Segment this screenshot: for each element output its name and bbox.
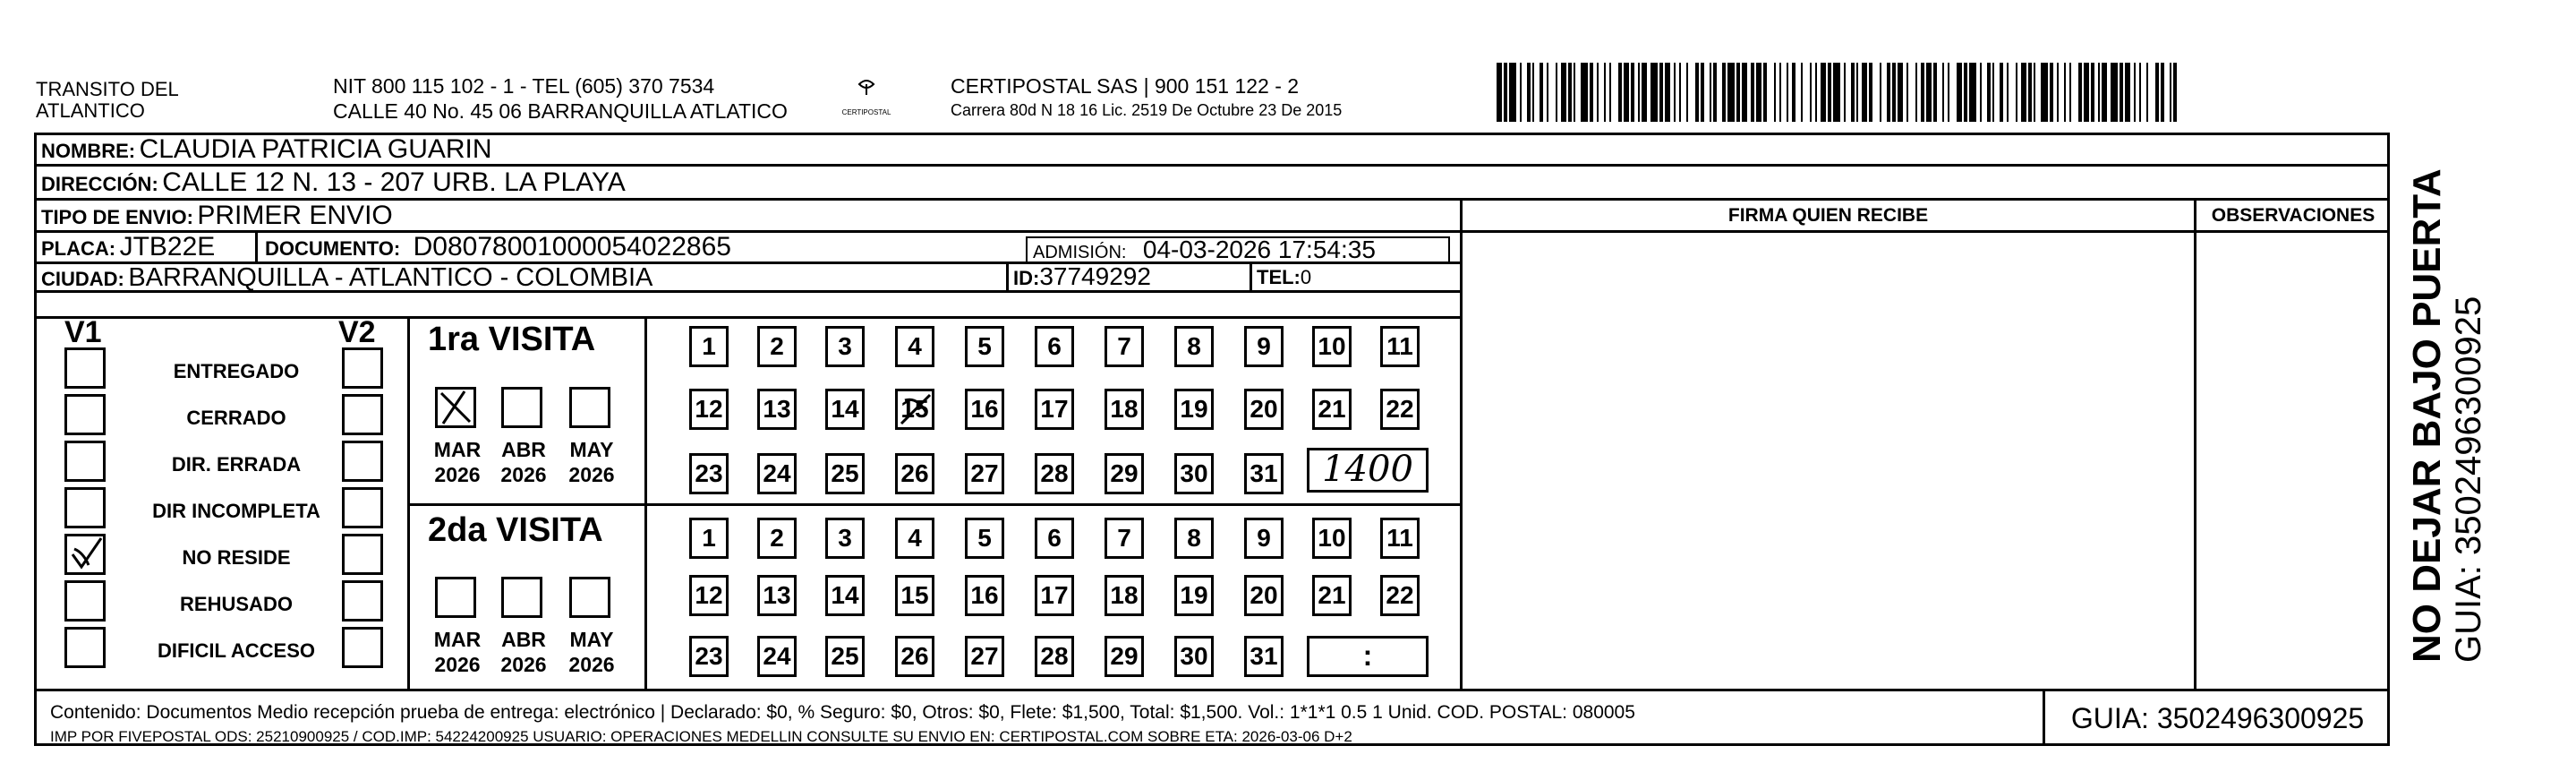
barcode-bar bbox=[1756, 63, 1761, 122]
barcode-bar bbox=[1787, 63, 1788, 122]
tipo-value: PRIMER ENVIO bbox=[197, 201, 393, 230]
day-box[interactable]: 24 bbox=[757, 453, 797, 494]
first-visit-label: 1ra VISITA bbox=[428, 321, 596, 358]
v2-checkbox[interactable] bbox=[342, 441, 383, 482]
barcode-bar bbox=[1532, 63, 1534, 122]
barcode-bar bbox=[1801, 63, 1803, 122]
v1-label: V1 bbox=[64, 315, 102, 349]
barcode-bar bbox=[1751, 63, 1754, 122]
barcode-bar bbox=[1722, 63, 1726, 122]
day-box[interactable]: 9 bbox=[1244, 518, 1284, 559]
barcode-bar bbox=[2041, 63, 2048, 122]
day-box[interactable]: 14 bbox=[825, 575, 865, 616]
barcode-bar bbox=[2016, 63, 2017, 122]
day-box[interactable]: 9 bbox=[1244, 326, 1284, 367]
day-box[interactable]: 31 bbox=[1244, 636, 1284, 677]
documento-value: D08078001000054022865 bbox=[413, 232, 731, 261]
direccion-value: CALLE 12 N. 13 - 207 URB. LA PLAYA bbox=[162, 167, 626, 197]
firma-label: FIRMA QUIEN RECIBE bbox=[1727, 205, 1929, 226]
placa-row bbox=[41, 232, 215, 262]
barcode-bar bbox=[1851, 63, 1855, 122]
day-box[interactable]: 10 bbox=[1312, 518, 1352, 559]
barcode-bar bbox=[2091, 63, 2094, 122]
month-label: MAY 2026 bbox=[568, 628, 615, 676]
day-box[interactable]: 24 bbox=[757, 636, 797, 677]
barcode-bar bbox=[1659, 63, 1663, 122]
barcode-bar bbox=[1651, 63, 1658, 122]
day-box[interactable]: 6 bbox=[1035, 518, 1074, 559]
observations-area[interactable] bbox=[2196, 233, 2390, 689]
barcode-bar bbox=[1597, 63, 1599, 122]
status-label: DIR. ERRADA bbox=[171, 453, 302, 476]
v2-checkbox[interactable] bbox=[342, 394, 383, 435]
v1-checkbox[interactable] bbox=[64, 580, 106, 622]
month-checkbox[interactable] bbox=[435, 387, 476, 428]
v2-checkbox[interactable] bbox=[342, 627, 383, 668]
day-box[interactable]: 16 bbox=[965, 575, 1004, 616]
barcode-bar bbox=[2057, 63, 2059, 122]
barcode-bar bbox=[1992, 63, 1994, 122]
barcode-bar bbox=[1547, 63, 1548, 122]
day-box[interactable]: 26 bbox=[895, 453, 934, 494]
day-box[interactable]: 27 bbox=[965, 453, 1004, 494]
barcode-bar bbox=[1774, 63, 1776, 122]
barcode-bar bbox=[2155, 63, 2159, 122]
day-box[interactable]: 1 bbox=[689, 518, 729, 559]
contenido-text: Contenido: Documentos Medio recepción prueba de entrega: electrónico | Declarado: $0, % Seguro: $0, Otros: $0, Flete: $1,500, Total: $1,500. Vol.: 1*1*1 0.5 1 Unid. COD. POSTAL: 080005 bbox=[50, 702, 1635, 723]
v1-checkbox[interactable] bbox=[64, 394, 106, 435]
svg-text:CERTIPOSTAL: CERTIPOSTAL bbox=[841, 108, 891, 116]
v2-checkbox[interactable] bbox=[342, 580, 383, 622]
barcode-bar bbox=[2021, 63, 2026, 122]
v2-checkbox[interactable] bbox=[342, 347, 383, 389]
day-box[interactable]: 18 bbox=[1105, 389, 1144, 430]
barcode-bar bbox=[1604, 63, 1606, 122]
day-box[interactable]: 20 bbox=[1244, 389, 1284, 430]
barcode bbox=[1497, 63, 2182, 122]
barcode-bar bbox=[1828, 63, 1831, 122]
v1-checkbox[interactable] bbox=[64, 627, 106, 668]
barcode-bar bbox=[1556, 63, 1557, 122]
documento-row bbox=[265, 232, 731, 262]
barcode-bar bbox=[1969, 63, 1976, 122]
barcode-bar bbox=[1833, 63, 1840, 122]
signature-area[interactable] bbox=[1463, 233, 2194, 689]
day-box[interactable]: 30 bbox=[1174, 453, 1214, 494]
barcode-bar bbox=[1742, 63, 1747, 122]
barcode-bar bbox=[1618, 63, 1622, 122]
day-box[interactable]: 6 bbox=[1035, 326, 1074, 367]
barcode-bar bbox=[1892, 63, 1896, 122]
barcode-bar bbox=[1987, 63, 1991, 122]
v1-checkbox[interactable] bbox=[64, 347, 106, 389]
barcode-bar bbox=[1574, 63, 1575, 122]
barcode-bar bbox=[1964, 63, 1967, 122]
day-box[interactable]: 12 bbox=[689, 575, 729, 616]
day-box[interactable]: 4 bbox=[895, 518, 934, 559]
day-box[interactable]: 5 bbox=[965, 518, 1004, 559]
day-box[interactable]: 2 bbox=[757, 326, 797, 367]
status-label: DIR INCOMPLETA bbox=[152, 500, 320, 522]
barcode-bar bbox=[1679, 63, 1681, 122]
day-box[interactable]: 7 bbox=[1105, 326, 1144, 367]
barcode-bar bbox=[1933, 63, 1937, 122]
barcode-bar bbox=[2084, 63, 2089, 122]
day-box[interactable]: 13 bbox=[757, 575, 797, 616]
month-label: ABR 2026 bbox=[500, 438, 547, 486]
month-checkbox[interactable] bbox=[501, 577, 542, 618]
barcode-bar bbox=[1821, 63, 1826, 122]
day-box[interactable]: 19 bbox=[1174, 389, 1214, 430]
day-box[interactable]: 2 bbox=[757, 518, 797, 559]
barcode-bar bbox=[2064, 63, 2066, 122]
nombre-value: CLAUDIA PATRICIA GUARIN bbox=[139, 134, 492, 164]
tel-row: TEL:0 bbox=[1257, 266, 1312, 288]
day-box[interactable]: 16 bbox=[965, 389, 1004, 430]
barcode-bar bbox=[1792, 63, 1796, 122]
barcode-bar bbox=[1631, 63, 1634, 122]
day-box[interactable]: 18 bbox=[1105, 575, 1144, 616]
barcode-bar bbox=[2139, 63, 2141, 122]
barcode-bar bbox=[1561, 63, 1566, 122]
barcode-bar bbox=[2134, 63, 2136, 122]
barcode-bar bbox=[1926, 63, 1932, 122]
day-box[interactable]: 14 bbox=[825, 389, 865, 430]
company-info: CERTIPOSTAL SAS | 900 151 122 - 2 Carrera 80d N 18 16 Lic. 2519 De Octubre 23 De 2015 bbox=[951, 74, 1343, 119]
barcode-bar bbox=[1736, 63, 1740, 122]
day-box[interactable]: 25 bbox=[825, 636, 865, 677]
barcode-bar bbox=[2146, 63, 2148, 122]
day-box[interactable]: 29 bbox=[1105, 453, 1144, 494]
barcode-bar bbox=[1948, 63, 1949, 122]
admision-box bbox=[1026, 236, 1450, 263]
barcode-bar bbox=[1880, 63, 1881, 122]
barcode-bar bbox=[2161, 63, 2164, 122]
day-box[interactable]: 5 bbox=[965, 326, 1004, 367]
side-text bbox=[2406, 161, 2488, 663]
day-box[interactable]: 23 bbox=[689, 636, 729, 677]
barcode-bar bbox=[1590, 63, 1593, 122]
barcode-bar bbox=[2098, 63, 2100, 122]
barcode-bar bbox=[1906, 63, 1908, 122]
day-box[interactable]: 20 bbox=[1244, 575, 1284, 616]
barcode-bar bbox=[1915, 63, 1917, 122]
second-visit-time[interactable]: : bbox=[1307, 636, 1429, 677]
admision-value: 04-03-2026 17:54:35 bbox=[1142, 236, 1376, 263]
status-label: REHUSADO bbox=[180, 593, 293, 615]
day-box[interactable]: 7 bbox=[1105, 518, 1144, 559]
barcode-bar bbox=[1810, 63, 1812, 122]
v2-label: V2 bbox=[338, 315, 376, 349]
barcode-bar bbox=[1713, 63, 1717, 122]
day-box[interactable]: 28 bbox=[1035, 636, 1074, 677]
direccion-row bbox=[41, 167, 626, 199]
first-visit-time[interactable]: 1400 bbox=[1307, 448, 1429, 493]
month-checkbox[interactable] bbox=[435, 577, 476, 618]
barcode-bar bbox=[1624, 63, 1629, 122]
barcode-bar bbox=[1701, 63, 1704, 122]
barcode-bar bbox=[1520, 63, 1522, 122]
v1-checkbox[interactable] bbox=[64, 487, 106, 528]
direccion-label: DIRECCIÓN: bbox=[41, 173, 158, 195]
org-contact: NIT 800 115 102 - 1 - TEL (605) 370 7534 CALLE 40 No. 45 06 BARRANQUILLA ATLATICO bbox=[333, 74, 788, 123]
status-label: ENTREGADO bbox=[173, 360, 300, 382]
barcode-bar bbox=[1957, 63, 1962, 122]
day-box[interactable]: 1 bbox=[689, 326, 729, 367]
barcode-bar bbox=[1942, 63, 1944, 122]
day-box[interactable]: 8 bbox=[1174, 326, 1214, 367]
barcode-bar bbox=[1727, 63, 1735, 122]
v1-checkbox[interactable] bbox=[64, 441, 106, 482]
status-label: DIFICIL ACCESO bbox=[157, 639, 315, 662]
month-checkbox[interactable] bbox=[501, 387, 542, 428]
barcode-bar bbox=[1862, 63, 1867, 122]
barcode-bar bbox=[2102, 63, 2107, 122]
barcode-bar bbox=[2170, 63, 2171, 122]
day-box[interactable]: 28 bbox=[1035, 453, 1074, 494]
day-box[interactable]: 4 bbox=[895, 326, 934, 367]
placa-label: PLACA: bbox=[41, 237, 116, 260]
documento-label: DOCUMENTO: bbox=[265, 237, 401, 260]
v2-checkbox[interactable] bbox=[342, 487, 383, 528]
barcode-bar bbox=[1710, 63, 1711, 122]
barcode-bar bbox=[1509, 63, 1516, 122]
day-box[interactable]: 17 bbox=[1035, 389, 1074, 430]
side-guia: GUIA: 3502496300925 bbox=[2449, 296, 2488, 663]
org-name: TRANSITO DEL ATLANTICO bbox=[36, 78, 179, 122]
id-value: 37749292 bbox=[1039, 262, 1151, 290]
day-box[interactable]: 11 bbox=[1380, 518, 1420, 559]
barcode-bar bbox=[1504, 63, 1507, 122]
barcode-bar bbox=[2028, 63, 2032, 122]
certipostal-logo bbox=[838, 75, 895, 120]
day-box[interactable]: 22 bbox=[1380, 389, 1420, 430]
barcode-bar bbox=[2000, 63, 2003, 122]
side-warning: NO DEJAR BAJO PUERTA bbox=[2405, 168, 2449, 663]
v1-checkbox[interactable] bbox=[64, 534, 106, 575]
observaciones-label: OBSERVACIONES bbox=[2211, 205, 2376, 226]
month-checkbox[interactable] bbox=[569, 577, 610, 618]
barcode-bar bbox=[1856, 63, 1858, 122]
barcode-bar bbox=[1921, 63, 1924, 122]
status-label: NO RESIDE bbox=[182, 546, 291, 569]
barcode-bar bbox=[2120, 63, 2123, 122]
barcode-bar bbox=[1686, 63, 1688, 122]
barcode-bar bbox=[2007, 63, 2009, 122]
barcode-bar bbox=[1695, 63, 1699, 122]
day-box[interactable]: 27 bbox=[965, 636, 1004, 677]
tipo-row bbox=[41, 200, 393, 232]
day-box[interactable]: 29 bbox=[1105, 636, 1144, 677]
month-label: MAY 2026 bbox=[568, 438, 615, 486]
month-label: ABR 2026 bbox=[500, 628, 547, 676]
ciudad-row bbox=[41, 264, 653, 291]
barcode-bar bbox=[1763, 63, 1767, 122]
placa-value: JTB22E bbox=[119, 232, 216, 261]
day-box[interactable]: 12 bbox=[689, 389, 729, 430]
ciudad-value: BARRANQUILLA - ATLANTICO - COLOMBIA bbox=[128, 263, 653, 292]
day-box[interactable]: 11 bbox=[1380, 326, 1420, 367]
day-box[interactable]: 23 bbox=[689, 453, 729, 494]
day-box[interactable]: 3 bbox=[825, 326, 865, 367]
v2-checkbox[interactable] bbox=[342, 534, 383, 575]
status-label: CERRADO bbox=[186, 407, 286, 429]
barcode-bar bbox=[1869, 63, 1872, 122]
barcode-bar bbox=[1638, 63, 1640, 122]
tipo-label: TIPO DE ENVIO: bbox=[41, 206, 193, 228]
barcode-bar bbox=[1642, 63, 1647, 122]
tel-value: 0 bbox=[1300, 266, 1312, 288]
barcode-bar bbox=[1568, 63, 1572, 122]
month-label: MAR 2026 bbox=[433, 438, 482, 486]
barcode-bar bbox=[1609, 63, 1611, 122]
barcode-bar bbox=[1497, 63, 1502, 122]
guia-footer: GUIA: 3502496300925 bbox=[2070, 702, 2365, 734]
barcode-bar bbox=[1887, 63, 1890, 122]
month-label: MAR 2026 bbox=[433, 628, 482, 676]
day-box[interactable]: 22 bbox=[1380, 575, 1420, 616]
day-box[interactable]: 3 bbox=[825, 518, 865, 559]
day-box[interactable]: 31 bbox=[1244, 453, 1284, 494]
nombre-row bbox=[41, 134, 492, 165]
barcode-bar bbox=[2125, 63, 2130, 122]
day-box[interactable]: 21 bbox=[1312, 389, 1352, 430]
admision-label: ADMISIÓN: bbox=[1033, 243, 1127, 262]
day-box[interactable]: 8 bbox=[1174, 518, 1214, 559]
barcode-bar bbox=[1540, 63, 1543, 122]
id-row: ID:37749292 bbox=[1013, 262, 1151, 290]
day-box[interactable]: 17 bbox=[1035, 575, 1074, 616]
barcode-bar bbox=[1665, 63, 1670, 122]
barcode-bar bbox=[1779, 63, 1781, 122]
day-box[interactable]: 21 bbox=[1312, 575, 1352, 616]
barcode-bar bbox=[1980, 63, 1982, 122]
barcode-bar bbox=[2050, 63, 2053, 122]
month-checkbox[interactable] bbox=[569, 387, 610, 428]
day-box[interactable]: 10 bbox=[1312, 326, 1352, 367]
barcode-bar bbox=[1674, 63, 1676, 122]
barcode-bar bbox=[2069, 63, 2071, 122]
barcode-bar bbox=[2111, 63, 2118, 122]
barcode-bar bbox=[2078, 63, 2082, 122]
day-box[interactable]: 30 bbox=[1174, 636, 1214, 677]
day-box[interactable]: 15 bbox=[895, 389, 934, 430]
nombre-label: NOMBRE: bbox=[41, 140, 136, 162]
ciudad-label: CIUDAD: bbox=[41, 268, 124, 290]
barcode-bar bbox=[1898, 63, 1903, 122]
barcode-bar bbox=[2173, 63, 2177, 122]
barcode-bar bbox=[2034, 63, 2035, 122]
day-box[interactable]: 26 bbox=[895, 636, 934, 677]
barcode-bar bbox=[1815, 63, 1817, 122]
day-box[interactable]: 19 bbox=[1174, 575, 1214, 616]
imp-text: IMP POR FIVEPOSTAL ODS: 25210900925 / COD.IMP: 54224200925 USUARIO: OPERACIONES MEDELLIN CONSULTE SU ENVIO EN: CERTIPOSTAL.COM SOBRE ETA: 2026-03-06 D+2 bbox=[50, 728, 1352, 745]
barcode-bar bbox=[1527, 63, 1531, 122]
day-box[interactable]: 13 bbox=[757, 389, 797, 430]
second-visit-label: 2da VISITA bbox=[428, 511, 603, 549]
day-box[interactable]: 15 bbox=[895, 575, 934, 616]
barcode-bar bbox=[1581, 63, 1588, 122]
barcode-bar bbox=[1844, 63, 1846, 122]
day-box[interactable]: 25 bbox=[825, 453, 865, 494]
